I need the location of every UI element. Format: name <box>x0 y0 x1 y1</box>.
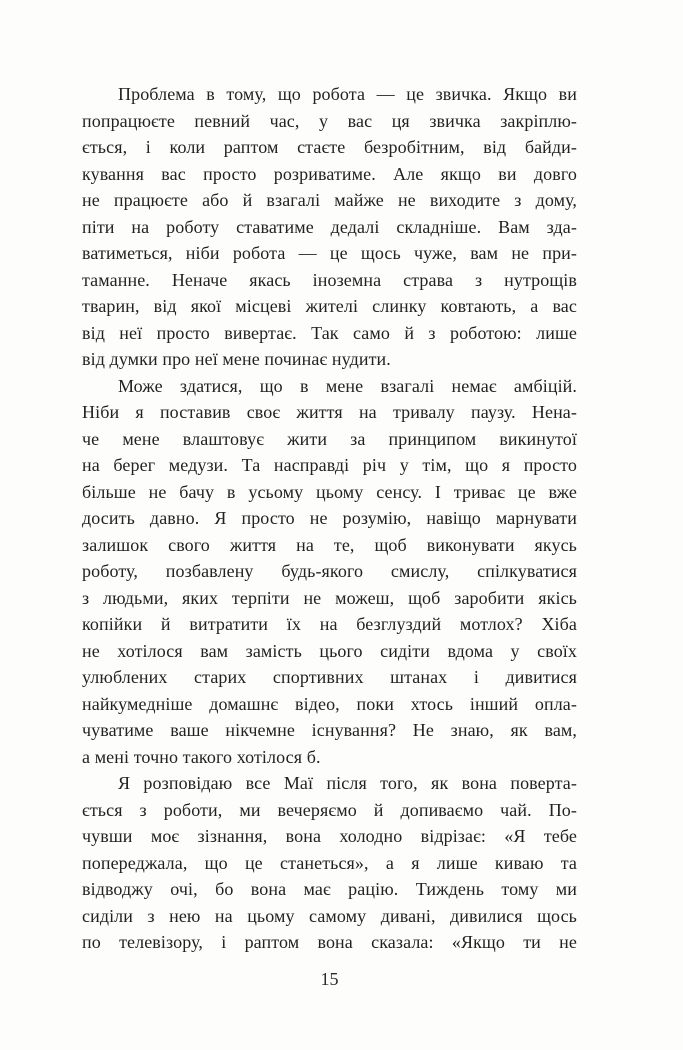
text-line: з людьми, яких терпіти не можеш, щоб заробити якісь <box>82 587 577 608</box>
text-line: не працюєте або й взагалі майже не виходите з дому, <box>82 190 577 210</box>
text-line: найкумедніше домашнє відео, поки хтось інший опла- <box>82 693 577 714</box>
text-line: че мене влаштовує жити за принципом викинутої <box>82 428 577 449</box>
page-number: 15 <box>320 969 339 989</box>
text-line: кування вас просто розриватиме. Але якщо ви довго <box>82 163 577 184</box>
text-line: не хотілося вам замість цього сидіти вдома у своїх <box>82 640 577 661</box>
text-line: улюблених старих спортивних штанах і дивитися <box>82 667 577 687</box>
text-line: відводжу очі, бо вона має рацію. Тиждень тому ми <box>82 879 577 899</box>
text-line: по телевізору, і раптом вона сказала: «Якщо ти не <box>82 932 577 952</box>
text-line: від думки про неї мене починає нудити. <box>82 349 391 369</box>
text-line: попрацюєте певний час, у вас ця звичка закріплю- <box>82 110 577 131</box>
text-line: Може здатися, що в мене взагалі немає амбіцій. <box>118 375 577 396</box>
text-line: копійки й витратити їх на безглуздий мотлох? Хіба <box>82 614 577 634</box>
text-line: попереджала, що це станеться», а я лише киваю та <box>82 852 577 873</box>
text-line: ється, і коли раптом стаєте безробітним, від байди- <box>82 137 577 157</box>
text-line: більше не бачу в усьому цьому сенсу. І триває це вже <box>82 481 577 502</box>
text-line: ватиметься, ніби робота — це щось чуже, вам не при- <box>82 243 577 263</box>
text-line: чувши моє зізнання, вона холодно відрізає: «Я тебе <box>82 826 577 846</box>
text-line: чуватиме ваше нікчемне існування? Не знаю, як вам, <box>82 720 577 740</box>
text-line: Проблема в тому, що робота — це звичка. Якщо ви <box>118 84 577 104</box>
text-line: тварин, від якої місцеві жителі слинку ковтають, а вас <box>82 296 577 316</box>
text-line: таманне. Неначе якась іноземна страва з нутрощів <box>82 269 577 290</box>
text-line: роботу, позбавлену будь-якого смислу, спілкуватися <box>82 561 577 581</box>
paragraph <box>82 373 577 771</box>
text-line: сиділи з нею на цьому самому дивані, дивилися щось <box>82 905 577 926</box>
text-line: на берег медузи. Та насправді річ у тім, що я просто <box>82 455 577 475</box>
text-line: ється з роботи, ми вечеряємо й допиваємо чай. По- <box>82 799 577 820</box>
text-line: досить давно. Я просто не розумію, навіщо марнувати <box>82 508 577 528</box>
page-text <box>82 81 577 956</box>
text-line: Ніби я поставив своє життя на тривалу паузу. Нена- <box>82 402 577 422</box>
paragraph <box>82 81 577 373</box>
text-line: Я розповідаю все Маї після того, як вона поверта- <box>118 773 577 793</box>
text-line: піти на роботу ставатиме дедалі складніше. Вам зда- <box>82 216 577 237</box>
text-line: від неї просто вивертає. Так само й з роботою: лише <box>82 322 577 343</box>
paragraph <box>82 770 577 956</box>
text-line: а мені точно такого хотілося б. <box>82 746 321 767</box>
text-line: залишок свого життя на те, щоб виконувати якусь <box>82 534 577 555</box>
